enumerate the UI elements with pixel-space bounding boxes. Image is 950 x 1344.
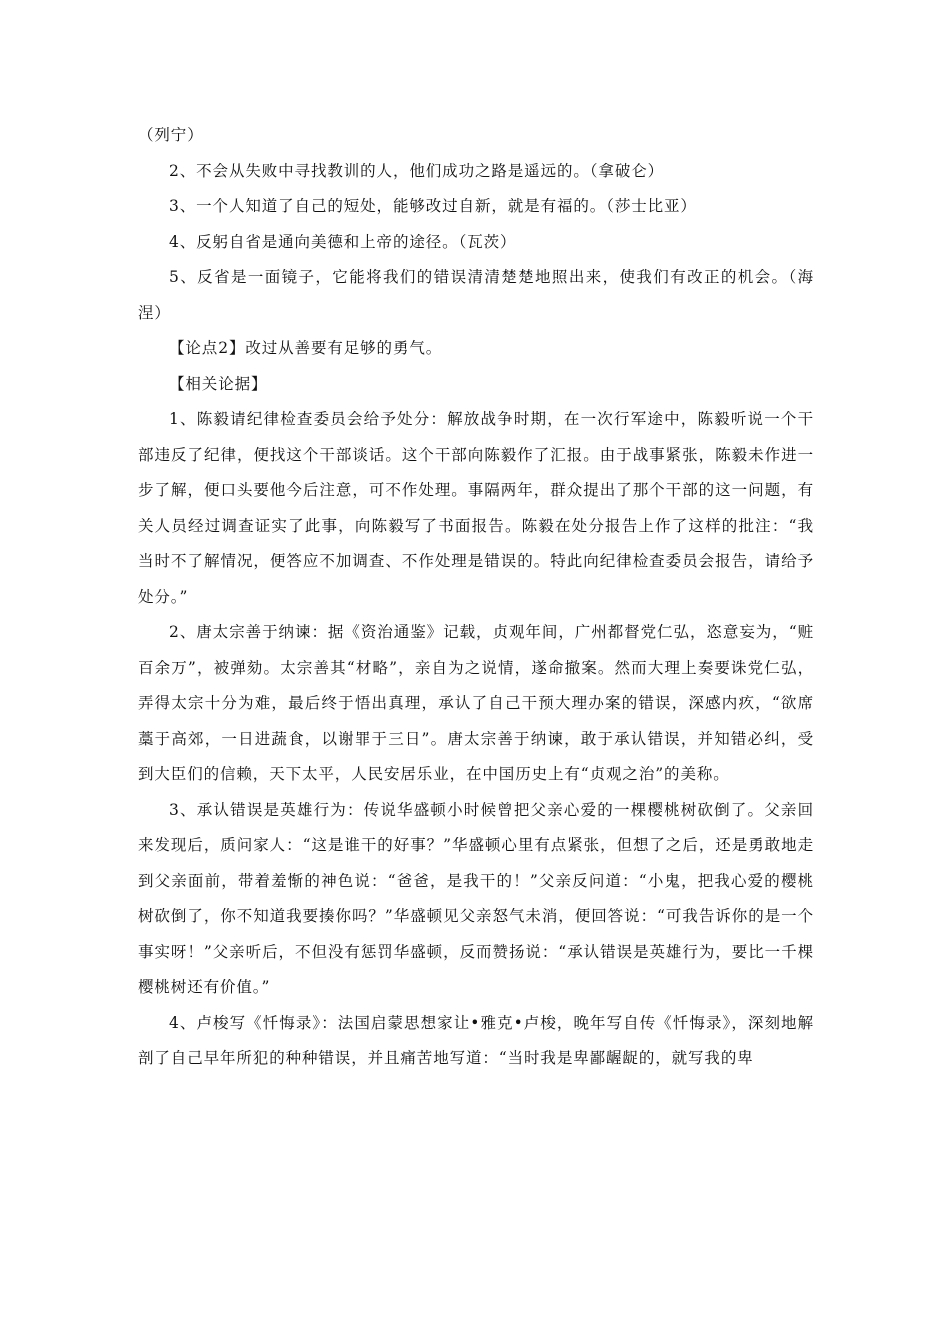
quote-item-5: 5、反省是一面镜子，它能将我们的错误清清楚楚地照出来，使我们有改正的机会。（海涅） <box>138 268 814 322</box>
evidence-heading: 【相关论据】 <box>169 374 268 393</box>
quote-item-3: 3、一个人知道了自己的短处，能够改过自新，就是有福的。（莎士比亚） <box>169 197 697 215</box>
evidence-paragraph-2: 2、唐太宗善于纳谏：据《资治通鉴》记载，贞观年间，广州都督党仁弘，恣意妄为，“赃百余万”，被弹劾。太宗善其“材略”，亲自为之说情，遂命撤案。然而大理上奏要诛党仁弘，弄得太宗十分为难，最后终于悟出真理，承认了自己干预大理办案的错误，深感内疚，“欲席藁于高郊，一日进蔬食，以谢罪于三日”。唐太宗善于纳谏，敢于承认错误，并知错必纠，受到大臣们的信赖，天下太平，人民安居乐业，在中国历史上有“贞观之治”的美称。 <box>138 623 814 783</box>
argument-heading: 【论点2】改过从善要有足够的勇气。 <box>169 339 443 357</box>
document-body <box>138 118 814 1077</box>
evidence-paragraph-4: 4、卢梭写《忏悔录》：法国启蒙思想家让•雅克•卢梭，晚年写自传《忏悔录》，深刻地解剖了自己早年所犯的种种错误，并且痛苦地写道：“当时我是卑鄙龌龊的，就写我的卑 <box>138 1013 814 1067</box>
quote-item-4: 4、反躬自省是通向美德和上帝的途径。（瓦茨） <box>169 232 517 251</box>
evidence-paragraph-3: 3、承认错误是英雄行为：传说华盛顿小时候曾把父亲心爱的一棵樱桃树砍倒了。父亲回来发现后，质问家人：“这是谁干的好事？”华盛顿心里有点紧张，但想了之后，还是勇敢地走到父亲面前，带着羞惭的神色说：“爸爸，是我干的！”父亲反问道：“小鬼，把我心爱的樱桃树砍倒了，你不知道我要揍你吗？”华盛顿见父亲怒气未消，便回答说：“可我告诉你的是一个事实呀！”父亲听后，不但没有惩罚华盛顿，反而赞扬说：“承认错误是英雄行为，要比一千棵樱桃树还有价值。” <box>138 800 814 996</box>
attribution-line: （列宁） <box>138 126 204 144</box>
quote-item-2: 2、不会从失败中寻找教训的人，他们成功之路是遥远的。（拿破仑） <box>169 161 665 180</box>
evidence-paragraph-1: 1、陈毅请纪律检查委员会给予处分：解放战争时期，在一次行军途中，陈毅听说一个干部违反了纪律，便找这个干部谈话。这个干部向陈毅作了汇报。由于战事紧张，陈毅未作进一步了解，便口头要他今后注意，可不作处理。事隔两年，群众提出了那个干部的这一问题，有关人员经过调查证实了此事，向陈毅写了书面报告。陈毅在处分报告上作了这样的批注：“我当时不了解情况，便答应不加调查、不作处理是错误的。特此向纪律检查委员会报告，请给予处分。” <box>138 410 814 606</box>
